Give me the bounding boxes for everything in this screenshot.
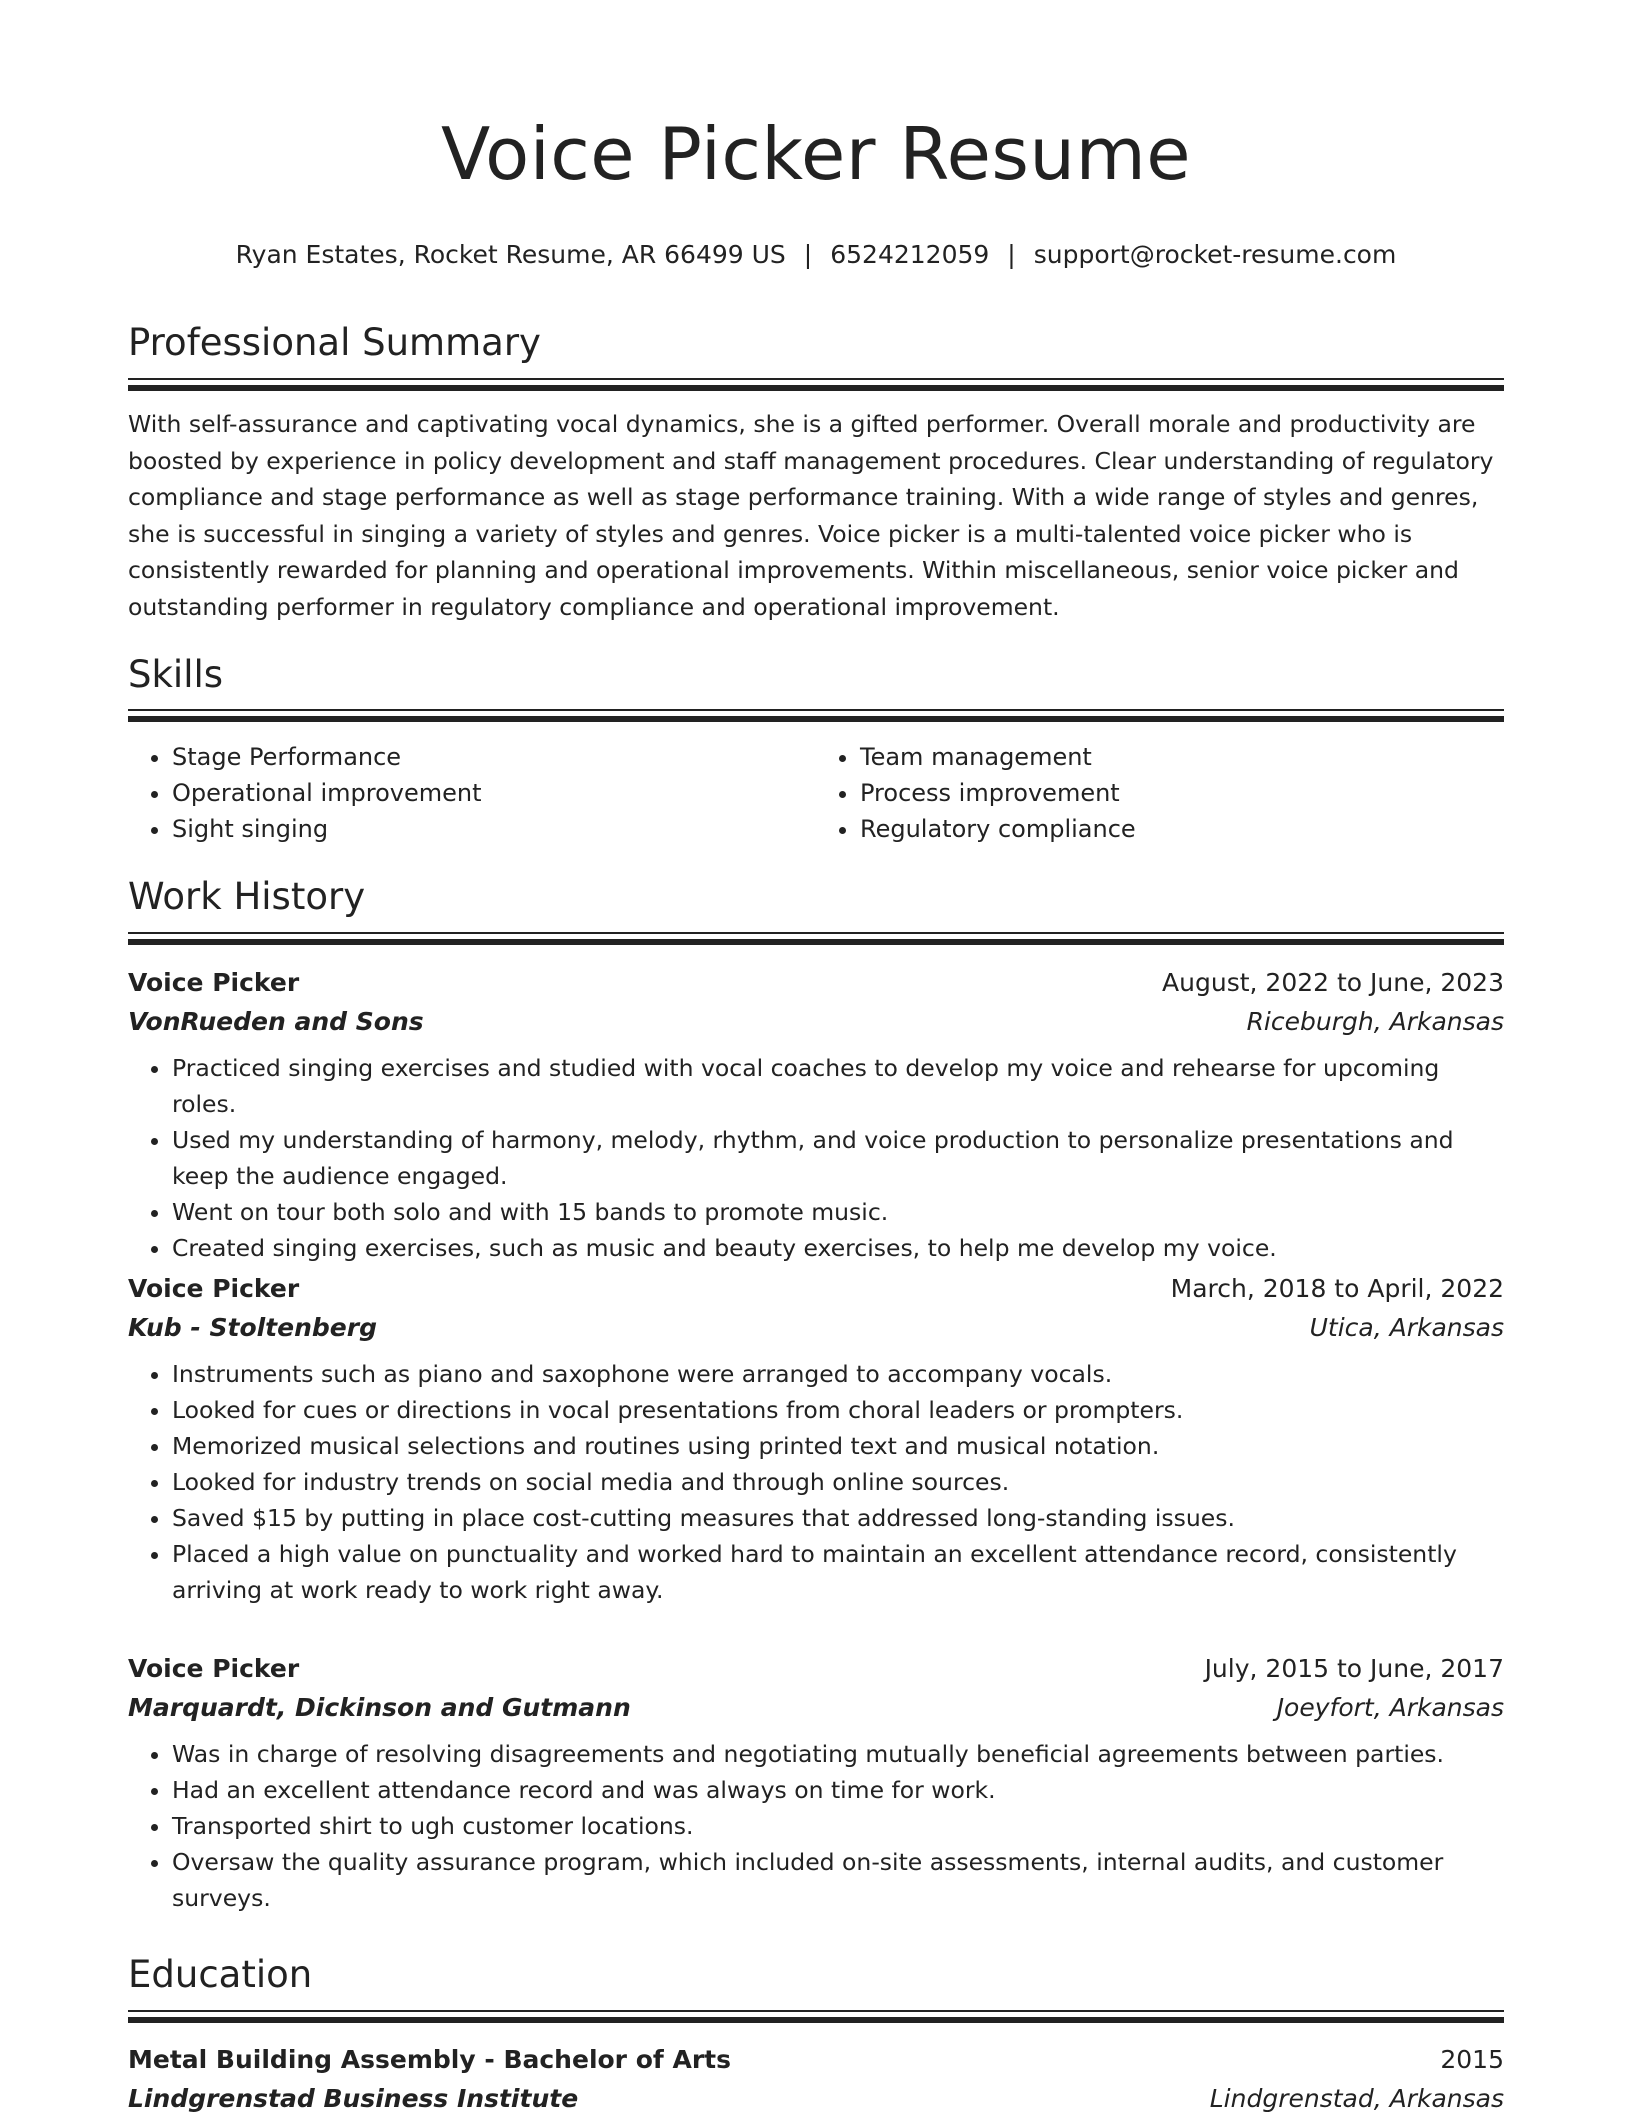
contact-address: Ryan Estates, Rocket Resume, AR 66499 US — [235, 240, 786, 269]
contact-phone: 6524212059 — [830, 240, 990, 269]
job-company: Marquardt, Dickinson and Gutmann — [128, 1693, 631, 1722]
job-bullets — [128, 1050, 1504, 1266]
section-divider — [128, 2010, 1504, 2024]
section-title-work-history: Work History — [128, 875, 366, 918]
job-bullet: • Created singing exercises, such as music and beauty exercises, to help me develop my voice. — [172, 1230, 1504, 1266]
job-title: Voice Picker — [128, 1654, 300, 1683]
job-entry — [128, 1650, 1504, 1916]
contact-separator: | — [803, 240, 813, 269]
job-bullet: • Oversaw the quality assurance program, which included on-site assessments, internal audits, and customer surveys. — [172, 1844, 1504, 1916]
contact-separator: | — [1007, 240, 1016, 269]
job-dates: July, 2015 to June, 2017 — [1204, 1654, 1504, 1683]
job-dates: March, 2018 to April, 2022 — [1170, 1274, 1504, 1303]
job-company: Kub - Stoltenberg — [128, 1313, 377, 1342]
job-bullet: • Saved $15 by putting in place cost-cutting measures that addressed long-standing issues. — [172, 1500, 1504, 1536]
skill-item: • Operational improvement — [172, 775, 816, 811]
job-bullet: • Looked for industry trends on social media and through online sources. — [172, 1464, 1504, 1500]
section-divider — [128, 709, 1504, 723]
job-bullet: • Placed a high value on punctuality and worked hard to maintain an excellent attendance record, consistently arriving at work ready to work right away. — [172, 1536, 1504, 1608]
section-title-education: Education — [128, 1953, 313, 1996]
job-bullet: • Had an excellent attendance record and was always on time for work. — [172, 1772, 1504, 1808]
education-location: Lindgrenstad, Arkansas — [1209, 2084, 1504, 2113]
education-year: 2015 — [1440, 2045, 1504, 2074]
job-dates: August, 2022 to June, 2023 — [1162, 968, 1504, 997]
job-bullet: • Memorized musical selections and routines using printed text and musical notation. — [172, 1428, 1504, 1464]
job-location: Utica, Arkansas — [1309, 1313, 1504, 1342]
skill-item: • Team management — [860, 739, 1504, 775]
job-bullet: • Was in charge of resolving disagreements and negotiating mutually beneficial agreements between parties. — [172, 1736, 1504, 1772]
skill-item: • Sight singing — [172, 811, 816, 847]
job-bullet: • Transported shirt to ugh customer locations. — [172, 1808, 1504, 1844]
skills-column-left — [128, 739, 816, 847]
skills-list — [128, 739, 1504, 847]
section-divider — [128, 378, 1504, 392]
job-company: VonRueden and Sons — [128, 1007, 424, 1036]
job-bullet: • Looked for cues or directions in vocal presentations from choral leaders or prompters. — [172, 1392, 1504, 1428]
contact-line — [128, 242, 1504, 267]
job-location: Riceburgh, Arkansas — [1246, 1007, 1504, 1036]
section-title-summary: Professional Summary — [128, 321, 541, 364]
job-title: Voice Picker — [128, 1274, 300, 1303]
job-bullet: • Practiced singing exercises and studied with vocal coaches to develop my voice and rehearse for upcoming roles. — [172, 1050, 1504, 1122]
job-entry — [128, 1270, 1504, 1608]
job-title: Voice Picker — [128, 968, 300, 997]
section-divider — [128, 932, 1504, 946]
skill-item: • Stage Performance — [172, 739, 816, 775]
education-school: Lindgrenstad Business Institute — [128, 2084, 579, 2113]
job-bullets — [128, 1356, 1504, 1608]
job-bullets — [128, 1736, 1504, 1916]
section-title-skills: Skills — [128, 653, 224, 696]
job-bullet: • Used my understanding of harmony, melody, rhythm, and voice production to personalize presentations and keep the audience engaged. — [172, 1122, 1504, 1194]
summary-text: With self-assurance and captivating vocal dynamics, she is a gifted performer. Overall morale and productivity are boosted by experience in policy development and staff management procedures. Clear understanding of regulatory compliance and stage performance as well as stage performance training. With a wide range of styles and genres, she is successful in singing a variety of styles and genres. Voice picker is a multi-talented voice picker who is consistently rewarded for planning and operational improvements. Within miscellaneous, senior voice picker and outstanding performer in regulatory compliance and operational improvement. — [128, 410, 1494, 621]
job-location: Joeyfort, Arkansas — [1276, 1693, 1504, 1722]
education-degree: Metal Building Assembly - Bachelor of Arts — [128, 2045, 731, 2074]
job-bullet: • Went on tour both solo and with 15 bands to promote music. — [172, 1194, 1504, 1230]
skill-item: • Process improvement — [860, 775, 1504, 811]
contact-email: support@rocket-resume.com — [1033, 240, 1397, 269]
resume-title: Voice Picker Resume — [441, 112, 1191, 196]
education-entry — [128, 2041, 1504, 2119]
job-entry — [128, 964, 1504, 1266]
skill-item: • Regulatory compliance — [860, 811, 1504, 847]
skills-column-right — [816, 739, 1504, 847]
job-bullet: • Instruments such as piano and saxophone were arranged to accompany vocals. — [172, 1356, 1504, 1392]
